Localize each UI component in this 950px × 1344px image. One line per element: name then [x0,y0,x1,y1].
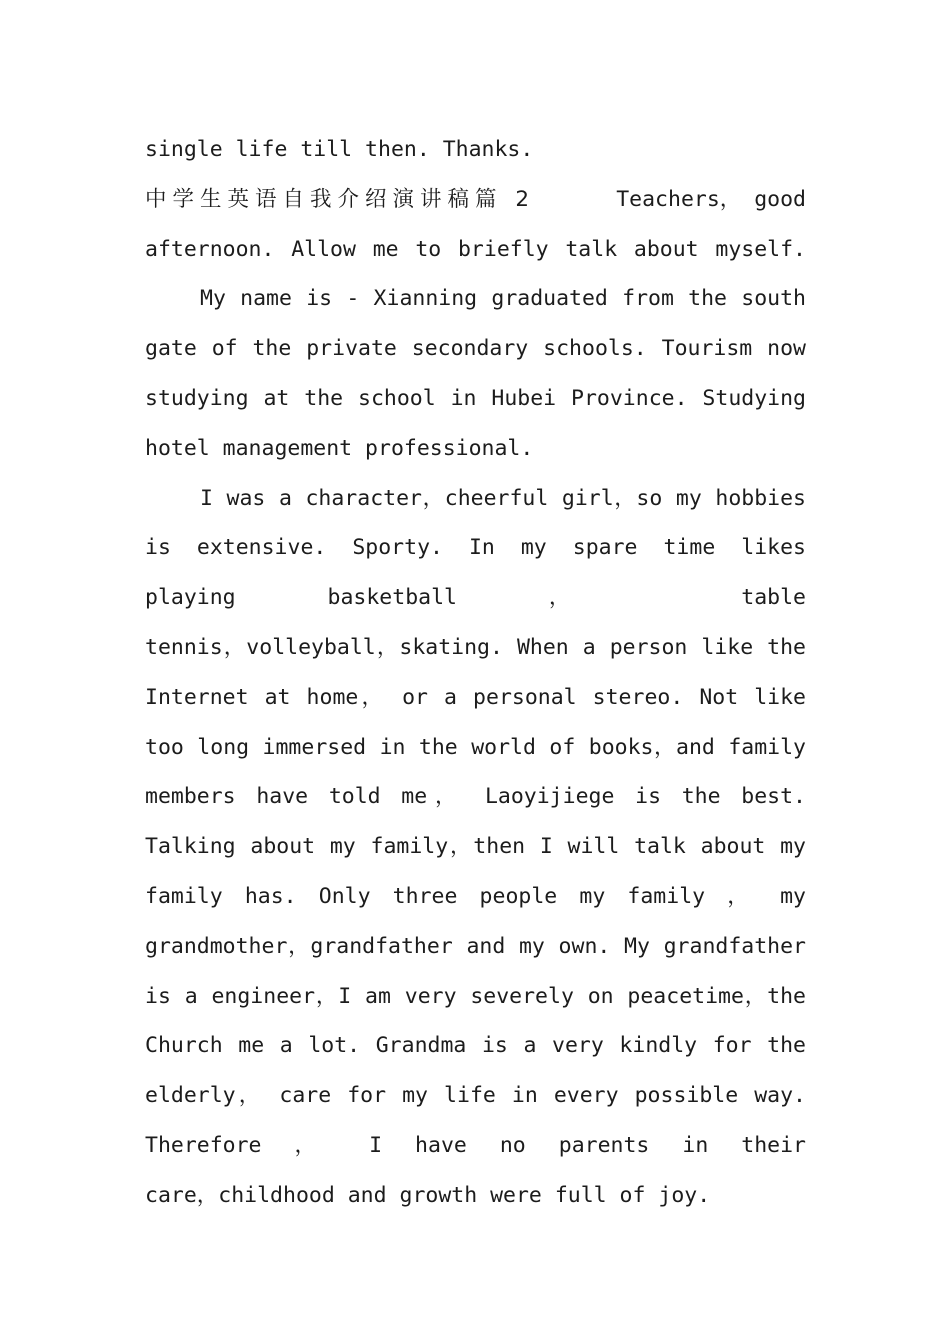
paragraph-end-line: hotel management professional. [145,435,534,461]
body-line: too long immersed in the world of books，and family [145,734,806,760]
heading-title: 中学生英语自我介绍演讲稿篇 2 [145,186,536,212]
body-line: family has. Only three people my family ， my [145,883,806,909]
heading-greeting: Teachers， good [616,186,806,212]
body-line: tennis，volleyball，skating. When a person like the [145,634,806,660]
body-line: Therefore ， I have no parents in their [145,1132,806,1158]
body-line: grandmother，grandfather and my own. My grandfather [145,933,806,959]
body-line: Internet at home， or a personal stereo. Not like [145,684,806,710]
paragraph-end-line: care，childhood and growth were full of joy. [145,1182,711,1208]
body-line: studying at the school in Hubei Province. Studying [145,385,806,411]
body-line: is extensive. Sporty. In my spare time likes [145,535,806,561]
paragraph-start-line: My name is - Xianning graduated from the south [200,286,806,312]
body-line: playing basketball ， table [145,585,806,611]
body-line: is a engineer，I am very severely on peacetime，the [145,983,806,1009]
body-line: members have told me， Laoyijiege is the best. [145,784,806,810]
body-line: elderly， care for my life in every possible way. [145,1083,806,1109]
body-line: Church me a lot. Grandma is a very kindly for the [145,1033,806,1059]
section-heading [145,175,806,225]
document-body [145,125,806,1221]
body-line: Talking about my family，then I will talk about my [145,834,806,860]
closing-line: single life till then. Thanks. [145,137,534,162]
body-line: afternoon. Allow me to briefly talk about myself. [145,236,806,262]
body-line: gate of the private secondary schools. Tourism now [145,336,806,362]
paragraph-start-line: I was a character，cheerful girl，so my hobbies [200,485,806,511]
